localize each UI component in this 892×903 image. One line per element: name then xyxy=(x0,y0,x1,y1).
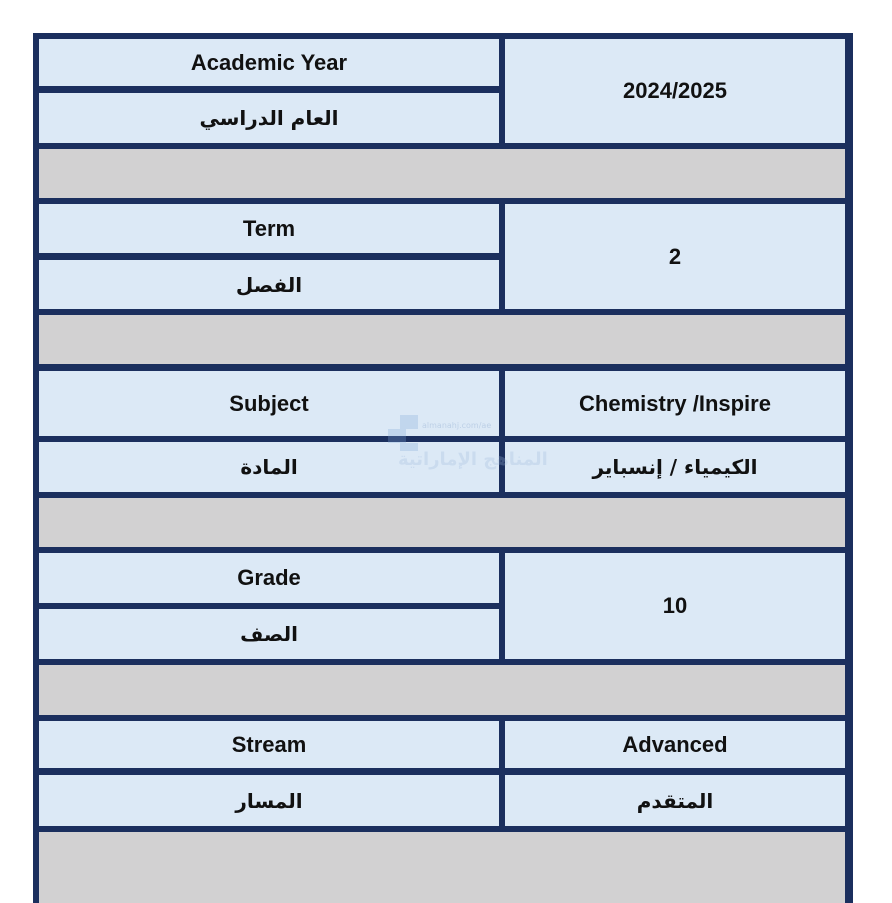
separator-row xyxy=(39,665,845,715)
subject-label-ar: المادة xyxy=(39,442,499,492)
stream-value-ar: المتقدم xyxy=(505,775,845,826)
term-label-en: Term xyxy=(39,204,499,253)
separator-row xyxy=(39,498,845,547)
academic-year-value: 2024/2025 xyxy=(505,39,845,143)
academic-year-label-ar: العام الدراسي xyxy=(39,93,499,143)
subject-value-ar: الكيمياء / إنسباير xyxy=(505,442,845,492)
grade-label-ar: الصف xyxy=(39,609,499,659)
info-table xyxy=(33,33,853,903)
subject-value-en: Chemistry /Inspire xyxy=(505,371,845,436)
academic-year-label-en: Academic Year xyxy=(39,39,499,86)
grade-value: 10 xyxy=(505,553,845,659)
term-value: 2 xyxy=(505,204,845,309)
stream-label-en: Stream xyxy=(39,721,499,768)
watermark-url: almanahj.com/ae xyxy=(422,421,492,430)
stream-label-ar: المسار xyxy=(39,775,499,826)
watermark-name: المناهج الإماراتية xyxy=(398,449,548,470)
separator-row xyxy=(39,315,845,364)
separator-row xyxy=(39,149,845,198)
grade-label-en: Grade xyxy=(39,553,499,603)
term-label-ar: الفصل xyxy=(39,260,499,309)
stream-value-en: Advanced xyxy=(505,721,845,768)
subject-label-en: Subject xyxy=(39,371,499,436)
separator-row xyxy=(39,832,845,903)
